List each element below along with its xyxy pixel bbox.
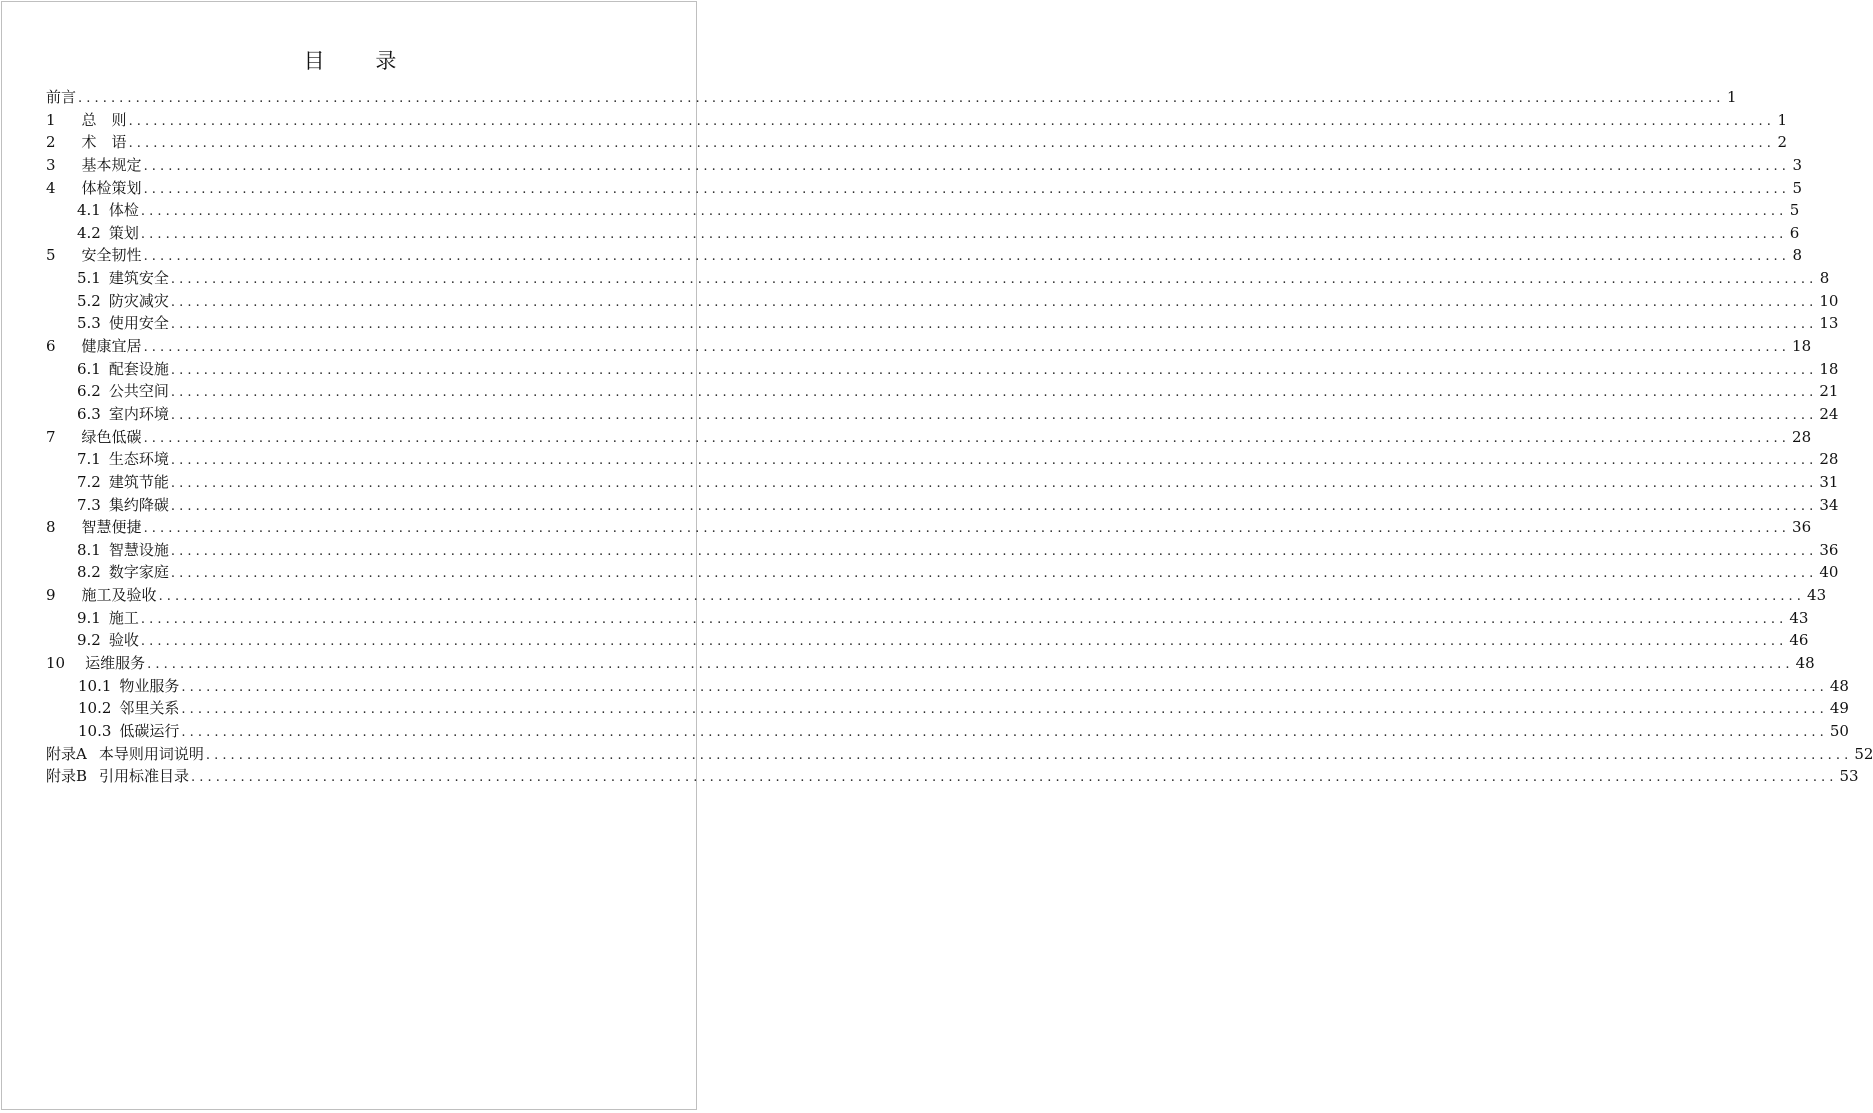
toc-entry-number: 8.1	[77, 540, 101, 559]
toc-entry-number: 4.1	[77, 201, 101, 220]
toc-entry-page: 18	[1819, 359, 1839, 378]
dot-leader: ........................................................................................................................................................................................................	[147, 657, 1794, 673]
dot-leader: ........................................................................................................................................................................................................	[128, 136, 1776, 152]
toc-entry-number: 9.1	[77, 608, 101, 627]
dot-leader: ........................................................................................................................................................................................................	[140, 226, 1788, 242]
toc-entry-number: 7	[46, 427, 56, 446]
toc-entry-page: 48	[1795, 654, 1815, 673]
dot-leader: ........................................................................................................................................................................................................	[170, 498, 1818, 514]
toc-entry-label: 总 则	[81, 110, 127, 129]
toc-entry-page: 8	[1792, 246, 1803, 265]
toc-entry-label: 施工	[108, 608, 139, 627]
dot-leader: ........................................................................................................................................................................................................	[191, 770, 1838, 786]
toc-entry-number: 7.1	[77, 450, 101, 469]
toc-entry[interactable]	[46, 199, 1800, 222]
toc-entry-number: 9.2	[77, 631, 101, 650]
toc-entry-label: 物业服务	[119, 676, 180, 695]
toc-entry[interactable]	[46, 720, 1849, 743]
toc-entry-page: 50	[1829, 721, 1849, 740]
toc-entry-number: 3	[46, 155, 56, 174]
dot-leader: ........................................................................................................................................................................................................	[170, 362, 1818, 378]
dot-leader: ........................................................................................................................................................................................................	[170, 294, 1818, 310]
toc-entry-page: 43	[1807, 586, 1827, 605]
toc-entry[interactable]	[46, 86, 1737, 109]
toc-entry-label: 前言	[46, 88, 77, 106]
toc-entry-label: 绿色低碳	[81, 427, 142, 446]
toc-entry[interactable]	[46, 109, 1788, 132]
dot-leader: ........................................................................................................................................................................................................	[158, 589, 1806, 605]
toc-entry-number: 7.2	[77, 472, 101, 491]
dot-leader: ........................................................................................................................................................................................................	[143, 181, 1791, 197]
toc-entry[interactable]	[46, 335, 1812, 358]
toc-entry[interactable]	[46, 675, 1849, 698]
toc-entry-label: 智慧便捷	[81, 518, 142, 537]
toc-entry[interactable]	[46, 244, 1803, 267]
toc-entry-number: 10.1	[78, 676, 112, 695]
toc-entry-number: 9	[46, 586, 56, 605]
toc-entry-number: 10.2	[78, 699, 112, 718]
toc-entry-label: 数字家庭	[108, 563, 169, 582]
toc-entry-label: 术 语	[81, 133, 127, 152]
toc-entry[interactable]	[46, 697, 1849, 720]
dot-leader: ........................................................................................................................................................................................................	[170, 475, 1818, 491]
toc-entry[interactable]	[46, 290, 1839, 313]
toc-entry-number: 4	[46, 178, 56, 197]
dot-leader: ........................................................................................................................................................................................................	[170, 543, 1818, 559]
toc-entry-number: 6.3	[77, 404, 101, 423]
toc-entry-number: 4.2	[77, 223, 101, 242]
toc-entry-page: 28	[1792, 427, 1812, 446]
toc-entry-label: 公共空间	[108, 382, 169, 401]
toc-entry-number: 附录B	[46, 767, 88, 786]
toc-entry-label: 邻里关系	[119, 699, 180, 718]
toc-entry-label: 智慧设施	[108, 540, 169, 559]
toc-entry-number: 8.2	[77, 563, 101, 582]
toc-entry-number: 6	[46, 337, 56, 356]
toc-entry-label: 运维服务	[85, 654, 146, 673]
dot-leader: ........................................................................................................................................................................................................	[170, 317, 1818, 333]
toc-entry-label: 低碳运行	[119, 721, 180, 740]
toc-entry[interactable]	[46, 312, 1839, 335]
toc-entry[interactable]	[46, 131, 1788, 154]
toc-entry-label: 建筑节能	[108, 472, 169, 491]
toc-entry[interactable]	[46, 358, 1839, 381]
dot-leader: ........................................................................................................................................................................................................	[143, 249, 1791, 265]
toc-entry-page: 36	[1792, 518, 1812, 537]
toc-entry-label: 防灾减灾	[108, 291, 169, 310]
toc-entry[interactable]	[46, 765, 1859, 788]
dot-leader: ........................................................................................................................................................................................................	[143, 430, 1791, 446]
toc-entry-page: 18	[1792, 337, 1812, 356]
toc-entry-label: 安全韧性	[81, 246, 142, 265]
toc-entry-page: 46	[1789, 631, 1809, 650]
toc-entry[interactable]	[46, 607, 1809, 630]
toc-entry-page: 24	[1819, 404, 1839, 423]
toc-entry-label: 体检策划	[81, 178, 142, 197]
toc-entry-label: 引用标准目录	[99, 767, 190, 786]
toc-entry-number: 2	[46, 133, 56, 152]
toc-entry[interactable]	[46, 222, 1800, 245]
toc-entry[interactable]	[46, 516, 1812, 539]
table-of-contents	[46, 86, 1873, 788]
toc-entry-number: 5.1	[77, 269, 101, 288]
toc-entry[interactable]	[46, 154, 1803, 177]
dot-leader: ........................................................................................................................................................................................................	[205, 747, 1853, 763]
toc-entry-page: 49	[1829, 699, 1849, 718]
dot-leader: ........................................................................................................................................................................................................	[181, 679, 1828, 695]
toc-entry[interactable]	[46, 629, 1809, 652]
toc-entry-page: 3	[1792, 155, 1803, 174]
dot-leader: ........................................................................................................................................................................................................	[170, 272, 1818, 288]
toc-entry[interactable]	[46, 584, 1827, 607]
dot-leader: ........................................................................................................................................................................................................	[128, 113, 1776, 129]
toc-entry-page: 36	[1819, 540, 1839, 559]
dot-leader: ........................................................................................................................................................................................................	[140, 611, 1788, 627]
dot-leader: ........................................................................................................................................................................................................	[170, 385, 1818, 401]
toc-entry-number: 8	[46, 518, 56, 537]
toc-entry-page: 34	[1819, 495, 1839, 514]
dot-leader: ........................................................................................................................................................................................................	[170, 566, 1818, 582]
toc-entry-label: 生态环境	[108, 450, 169, 469]
toc-entry-page: 10	[1819, 291, 1839, 310]
dot-leader: ........................................................................................................................................................................................................	[170, 453, 1818, 469]
toc-entry[interactable]	[46, 561, 1839, 584]
toc-entry[interactable]	[46, 494, 1839, 517]
toc-entry-label: 配套设施	[108, 359, 169, 378]
toc-entry[interactable]	[46, 380, 1839, 403]
toc-entry-label: 室内环境	[108, 404, 169, 423]
toc-entry[interactable]	[46, 743, 1873, 766]
dot-leader: ........................................................................................................................................................................................................	[181, 702, 1828, 718]
toc-entry-number: 附录A	[46, 744, 87, 763]
toc-entry[interactable]	[46, 471, 1839, 494]
toc-entry-number: 10.3	[78, 721, 112, 740]
toc-entry-page: 1	[1726, 88, 1737, 106]
dot-leader: ........................................................................................................................................................................................................	[143, 158, 1791, 174]
toc-entry-number: 10	[46, 654, 66, 673]
toc-entry-page: 53	[1839, 767, 1859, 786]
toc-entry-number: 5	[46, 246, 56, 265]
toc-entry[interactable]	[46, 539, 1839, 562]
toc-entry-label: 集约降碳	[108, 495, 169, 514]
page-title: 目 录	[303, 49, 419, 73]
toc-entry-label: 体检	[108, 201, 139, 220]
toc-entry-page: 21	[1819, 382, 1839, 401]
dot-leader: ........................................................................................................................................................................................................	[140, 204, 1788, 220]
toc-entry[interactable]	[46, 403, 1839, 426]
toc-entry-number: 5.3	[77, 314, 101, 333]
toc-entry[interactable]	[46, 426, 1812, 449]
toc-entry-page: 40	[1819, 563, 1839, 582]
toc-entry-page: 31	[1819, 472, 1839, 491]
dot-leader: ........................................................................................................................................................................................................	[181, 724, 1828, 740]
toc-entry-page: 52	[1854, 744, 1873, 763]
toc-entry-page: 48	[1829, 676, 1849, 695]
dot-leader: ........................................................................................................................................................................................................	[170, 407, 1818, 423]
toc-entry-page: 43	[1789, 608, 1809, 627]
dot-leader: ........................................................................................................................................................................................................	[143, 340, 1791, 356]
toc-entry-page: 8	[1819, 269, 1830, 288]
toc-entry-label: 验收	[108, 631, 139, 650]
toc-entry-label: 本导则用词说明	[98, 744, 204, 763]
toc-entry[interactable]	[46, 267, 1830, 290]
toc-entry-label: 施工及验收	[81, 586, 157, 605]
toc-entry[interactable]	[46, 177, 1803, 200]
toc-entry-label: 使用安全	[108, 314, 169, 333]
toc-entry-page: 28	[1819, 450, 1839, 469]
toc-entry-page: 2	[1777, 133, 1788, 152]
toc-entry-number: 6.1	[77, 359, 101, 378]
toc-entry-page: 6	[1789, 223, 1800, 242]
dot-leader: ........................................................................................................................................................................................................	[78, 91, 1725, 106]
toc-entry-page: 5	[1789, 201, 1800, 220]
toc-entry-page: 5	[1792, 178, 1803, 197]
toc-entry-page: 1	[1777, 110, 1788, 129]
toc-entry[interactable]	[46, 448, 1839, 471]
toc-entry-page: 13	[1819, 314, 1839, 333]
toc-entry-label: 健康宜居	[81, 337, 142, 356]
toc-entry-number: 1	[46, 110, 56, 129]
toc-entry-number: 6.2	[77, 382, 101, 401]
toc-entry-label: 建筑安全	[108, 269, 169, 288]
dot-leader: ........................................................................................................................................................................................................	[140, 634, 1788, 650]
dot-leader: ........................................................................................................................................................................................................	[143, 521, 1791, 537]
toc-entry[interactable]	[46, 652, 1815, 675]
toc-entry-label: 基本规定	[81, 155, 142, 174]
toc-entry-number: 5.2	[77, 291, 101, 310]
toc-entry-number: 7.3	[77, 495, 101, 514]
toc-entry-label: 策划	[108, 223, 139, 242]
